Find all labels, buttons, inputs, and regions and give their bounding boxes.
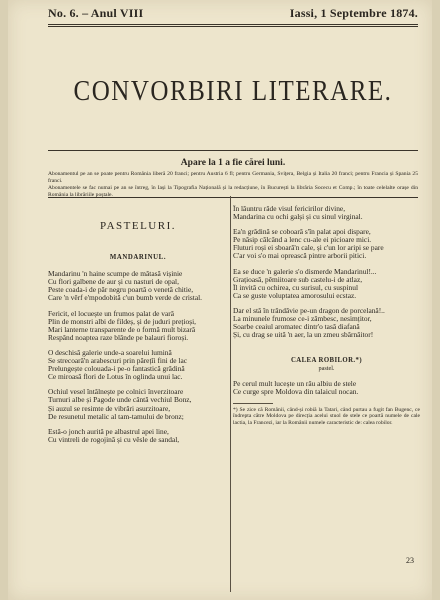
masthead-title: CONVORBIRI LITERARE. bbox=[73, 75, 393, 107]
section-title: PASTELURI. bbox=[99, 220, 177, 232]
stanza bbox=[233, 268, 420, 300]
stanza bbox=[233, 307, 420, 339]
journal-page bbox=[8, 0, 432, 600]
page-number: 23 bbox=[406, 556, 414, 565]
header-rule bbox=[48, 24, 418, 27]
poem-line: În lăuntru râde visul fericirilor divine, bbox=[233, 205, 346, 213]
poem-line: Îl invită cu ochirea, cu surisul, cu suspinul bbox=[233, 283, 358, 292]
poem-line: Ochiul vesel întâlnește pe colnici înverzitoare bbox=[48, 388, 184, 397]
poem-line: Mandarinu 'n haine scumpe de mătasă vișinie bbox=[48, 270, 183, 279]
poem-line: Și auzul se resimte de vibrări asurzitoare, bbox=[48, 404, 171, 413]
poem-line: Fluturi roși ei sboară'n cale, și c'un lor aripi se pare bbox=[233, 244, 384, 253]
poem-line: Grațioasă, pêmiitoare sub castelu-i de atlaz, bbox=[233, 275, 363, 284]
poem-line: O deschisă galerie unde-a soarelui lumină bbox=[48, 348, 172, 357]
poem-line: Respând noaptea raze blânde pe balauri fioroși. bbox=[48, 333, 189, 342]
poem-line: De resunetul metalic al tam-tamului de bronz; bbox=[48, 412, 184, 421]
poem-line: Ce curge spre Moldova din talaicul nocan. bbox=[233, 387, 359, 396]
poem-line: Estă-o jonch aurită pe albastrul apei line, bbox=[48, 427, 169, 436]
stanza bbox=[233, 228, 420, 260]
running-header bbox=[48, 6, 418, 21]
column-divider bbox=[230, 196, 231, 592]
poem-line: Și, cu drag se uită 'n aer, la un zmeu sbârnâitor! bbox=[233, 331, 374, 340]
poem-line: Dar el stă în trândăvie pe-un dragon de porcelană!.. bbox=[233, 306, 385, 315]
poem-line: Ca se guste voluptatea amorosului ecstaz. bbox=[233, 291, 357, 300]
right-column bbox=[233, 205, 420, 426]
subscription-note-2: Abonamentele se fac numai pe an se întreg, în Iași la Tipografia Națională și la redacțiune, în București la librăria Socecu et Comp.; în toate celelalte orașe din România la librăriile poștale. bbox=[48, 185, 418, 198]
poem-line: Cu vintreli de rogojină și cu vêsle de sandal, bbox=[48, 435, 180, 444]
poem-line: Peste coada-i de păr negru poartă o venetă chitie, bbox=[48, 286, 194, 295]
poem-line: Mandarina cu ochi galși și cu sinul virginal. bbox=[233, 213, 363, 222]
poem-line: Care 'n vêrf e'mpodobită c'un bumb verde de cristal. bbox=[48, 294, 203, 303]
masthead-rule bbox=[48, 150, 418, 151]
poem-line: Cu flori galbene de aur și cu nasturi de opal, bbox=[48, 278, 179, 287]
subscription-rule bbox=[48, 197, 418, 198]
stanza bbox=[48, 270, 228, 302]
poem-line: Ea se duce 'n galerie s'o dismerde Mandarinul!... bbox=[233, 267, 377, 276]
stanza bbox=[48, 428, 228, 444]
poem-line: Pe năsip călcând a lenc cu-ale ei picioare mici. bbox=[233, 236, 372, 245]
stanza bbox=[48, 388, 228, 420]
footnote-rule bbox=[233, 403, 273, 404]
issue-number: No. 6. – Anul VIII bbox=[48, 6, 144, 20]
poem-line: Ea'n grădină se coboară s'în palat apoi dispare, bbox=[233, 228, 371, 237]
poem-line: La minunele frumose ce-i zâmbesc, nesimțitor, bbox=[233, 315, 372, 324]
poem-line: Pe cerul mult lucește un râu albiu de stele bbox=[233, 379, 357, 388]
poem-subtitle: pastel. bbox=[318, 365, 335, 373]
publication-frequency: Apare la 1 a fie cărei luni. bbox=[180, 158, 286, 168]
poem-title: MANDARINUL. bbox=[109, 254, 167, 262]
poem-line: Soarbe ceaiul aromatec dintr'o tasă diafană bbox=[233, 323, 360, 332]
poem-line: Se strecoară'n arabescuri prin părețîi fini de lac bbox=[48, 357, 188, 366]
poem-line: Fericit, el locuește un frumos palat de vară bbox=[48, 309, 175, 318]
poem-line: Plin de monstri albi de fildeș, și de juduri prețioși, bbox=[48, 317, 197, 326]
poem-line: Turnuri albe și Pagode unde cântă vechiul Bonz, bbox=[48, 396, 192, 405]
left-column bbox=[48, 210, 228, 451]
poem-line: Mari lanterne transparente de o formă mult bizară bbox=[48, 325, 196, 334]
subscription-note-1: Abonamentul pe an se poate pentru România liberă 20 franci; pentru Austria 6 fl; pentru Germania, Sviţera, Belgia și Italia 20 franci; pentru Francia și Spania 25 franci. bbox=[48, 171, 418, 184]
stanza bbox=[233, 380, 420, 396]
poem-line: C'ar voi s'o mai oprească pintre arborii pitici. bbox=[233, 252, 367, 261]
stanza bbox=[233, 205, 420, 221]
issue-date: Iassi, 1 Septembre 1874. bbox=[289, 6, 418, 20]
stanza bbox=[48, 349, 228, 381]
poem-line: Prelungește colouada-i pe-o fantastică grădină bbox=[48, 365, 185, 374]
footnote: *) Se zice că Românii, când-și robiă la Tatari, când purtau a fugit fan Bugenc, ce îndrepta către Moldova pe direcția acelui stuol de stele ce poartă numele de cale lactia, la Francezi, iar la Românii numele caracteristic de: calea robilor. bbox=[233, 406, 420, 426]
stanza bbox=[48, 310, 228, 342]
poem-line: Ce miroasă flori de Lotus în oglinda unui lac. bbox=[48, 373, 183, 382]
poem-title: CALEA ROBILOR.*) bbox=[291, 357, 362, 365]
